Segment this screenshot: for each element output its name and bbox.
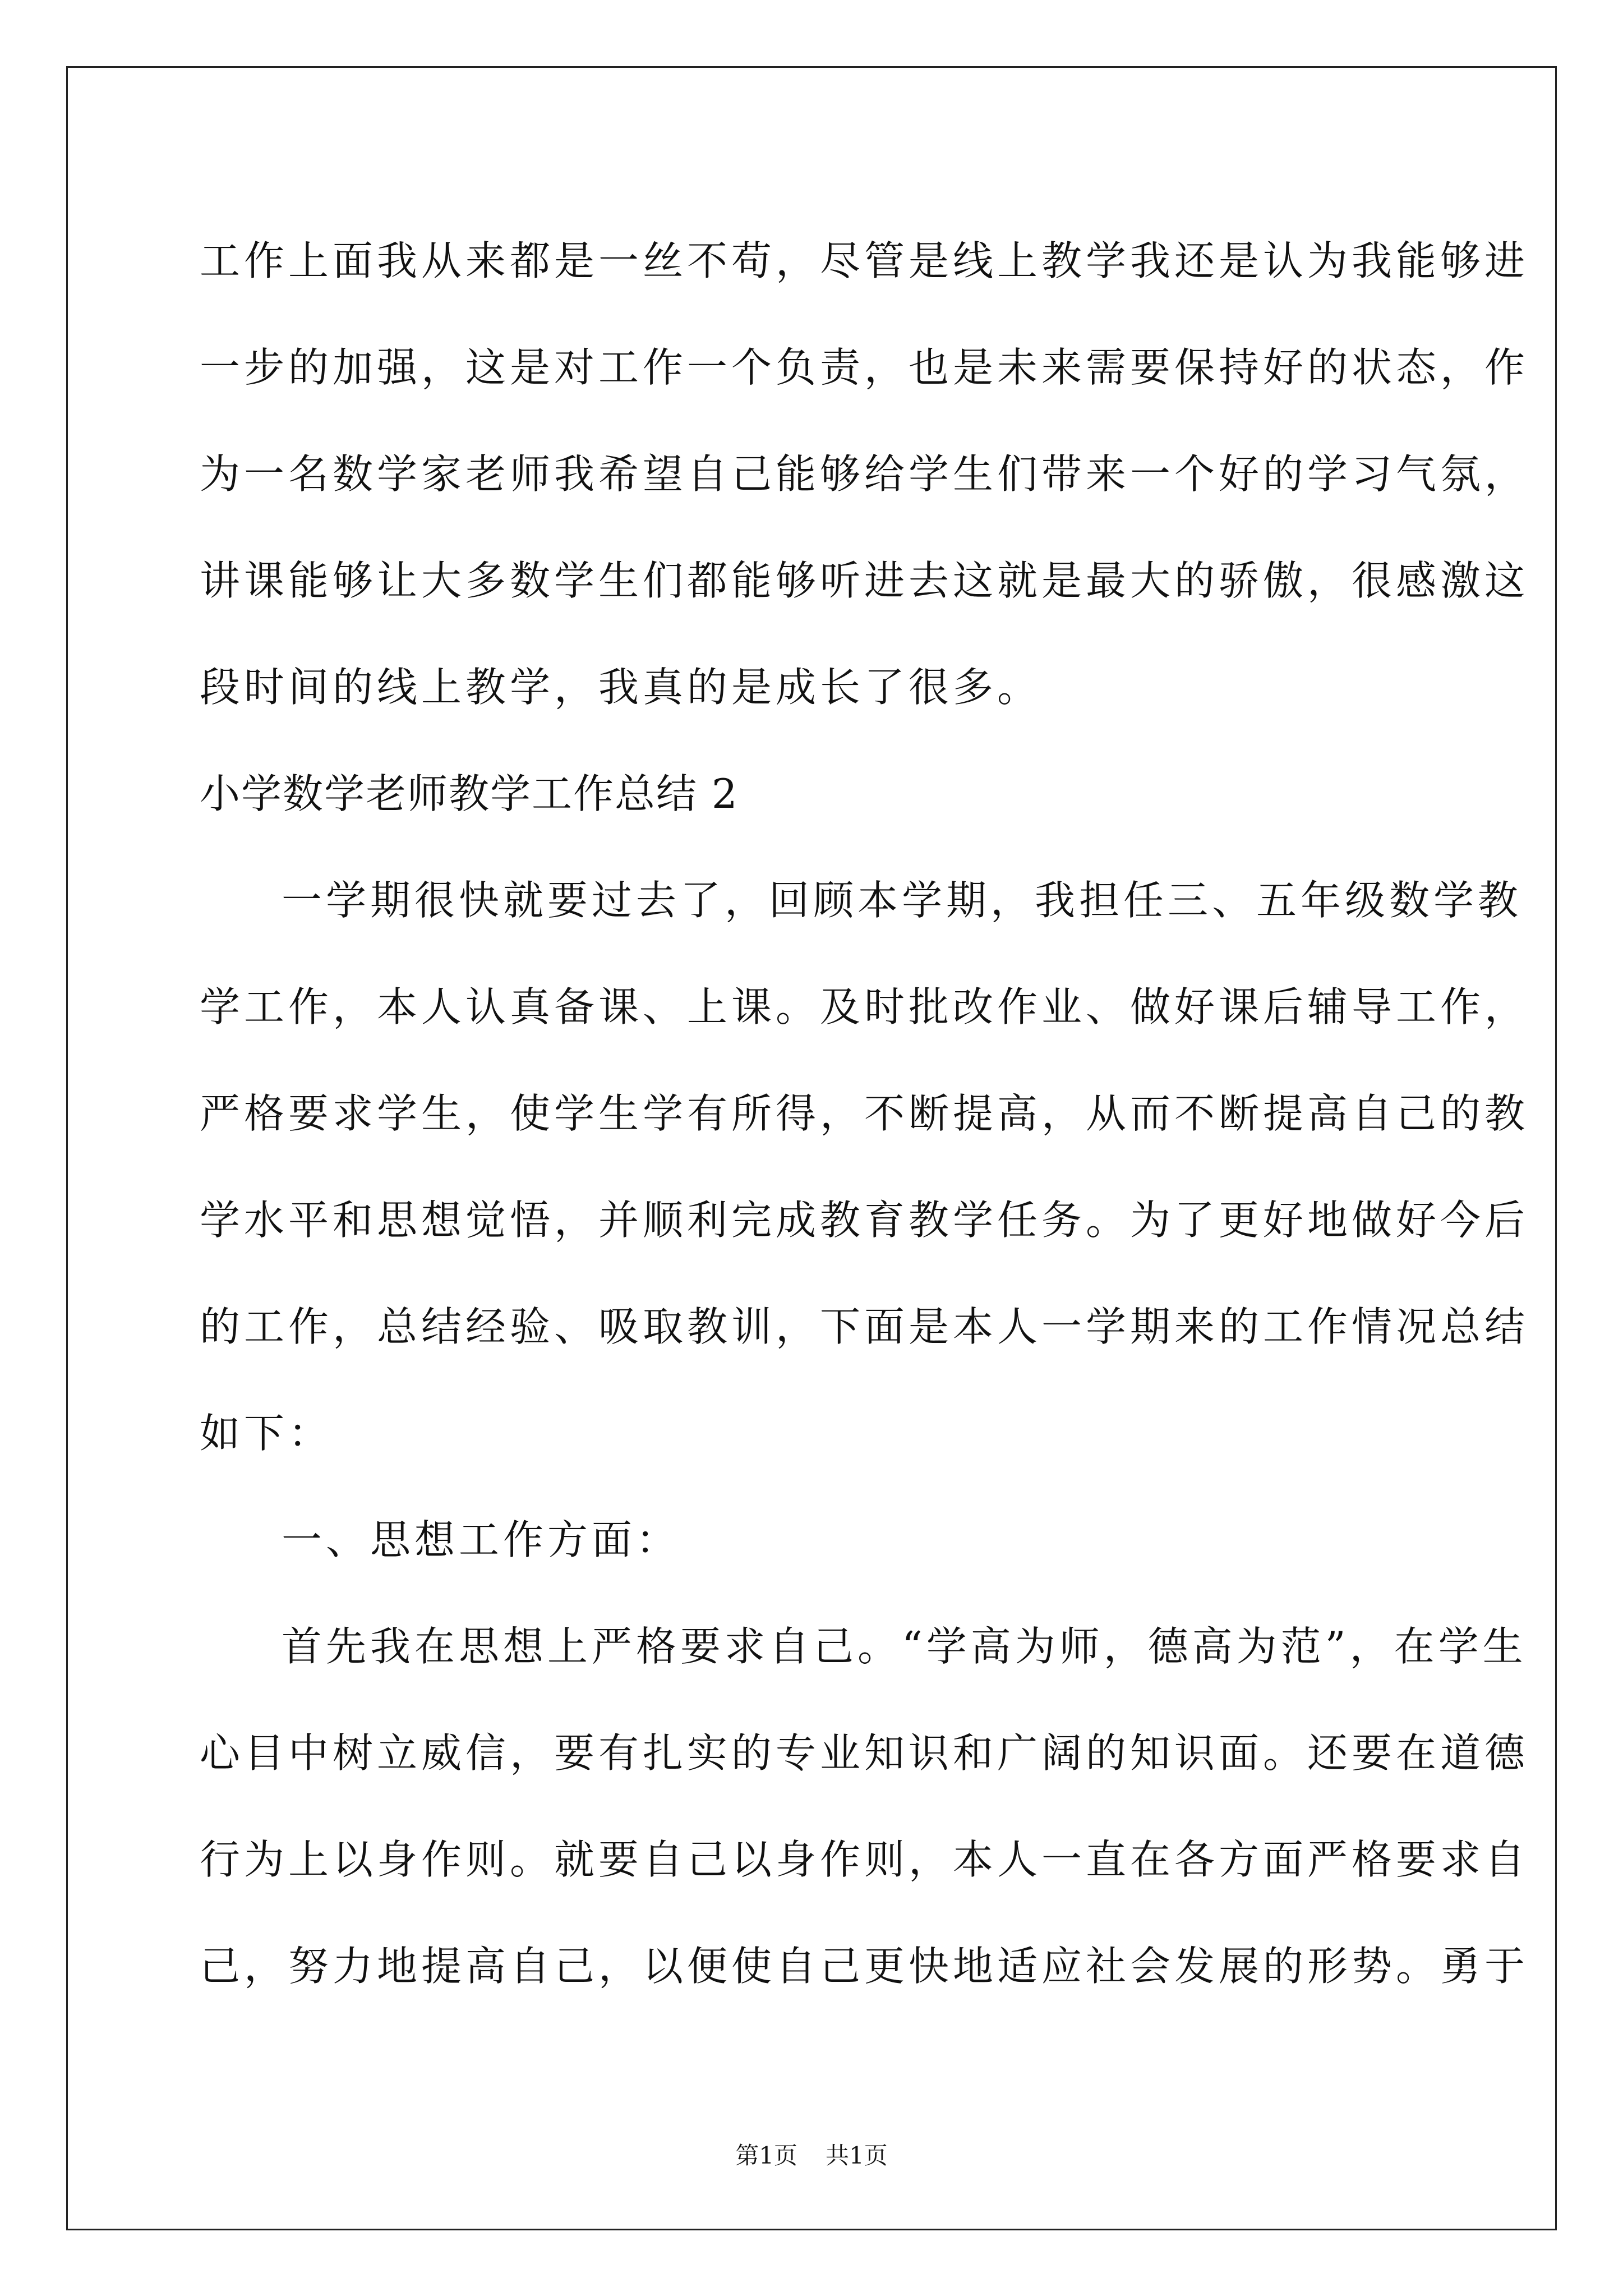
section-title: 小学数学老师教学工作总结 2: [200, 770, 739, 817]
text-line: 为一名数学家老师我希望自己能够给学生们带来一个好的学习气氛，: [200, 450, 1529, 498]
page-footer: [0, 2137, 1623, 2171]
text-line: 一学期很快就要过去了，回顾本学期，我担任三、五年级数学教: [282, 877, 1523, 924]
text-line: 己，努力地提高自己，以便使自己更快地适应社会发展的形势。勇于: [200, 1943, 1529, 1990]
text-line: 工作上面我从来都是一丝不苟，尽管是线上教学我还是认为我能够进: [200, 237, 1529, 284]
text-line: 学工作，本人认真备课、上课。及时批改作业、做好课后辅导工作，: [200, 983, 1529, 1030]
text-line: 首先我在思想上严格要求自己。“学高为师，德高为范”，在学生: [282, 1623, 1527, 1670]
text-line: 学水平和思想觉悟，并顺利完成教育教学任务。为了更好地做好今后: [200, 1197, 1529, 1244]
text-line: 行为上以身作则。就要自己以身作则，本人一直在各方面严格要求自: [200, 1836, 1529, 1883]
subheading: 一、思想工作方面：: [282, 1516, 681, 1563]
text-line: 讲课能够让大多数学生们都能够听进去这就是最大的骄傲，很感激这: [200, 557, 1529, 604]
page-total: 共1页: [826, 2142, 888, 2169]
text-line: 心目中树立威信，要有扎实的专业知识和广阔的知识面。还要在道德: [200, 1729, 1529, 1777]
text-line: 的工作，总结经验、吸取教训，下面是本人一学期来的工作情况总结: [200, 1303, 1529, 1350]
text-line: 一步的加强，这是对工作一个负责，也是未来需要保持好的状态，作: [200, 344, 1529, 391]
text-line: 段时间的线上教学，我真的是成长了很多。: [200, 664, 1042, 711]
document-body: [200, 208, 1529, 2019]
text-line: 严格要求学生，使学生学有所得，不断提高，从而不断提高自己的教: [200, 1090, 1529, 1137]
page-number: 第1页: [735, 2142, 797, 2169]
text-line: 如下：: [200, 1410, 333, 1457]
